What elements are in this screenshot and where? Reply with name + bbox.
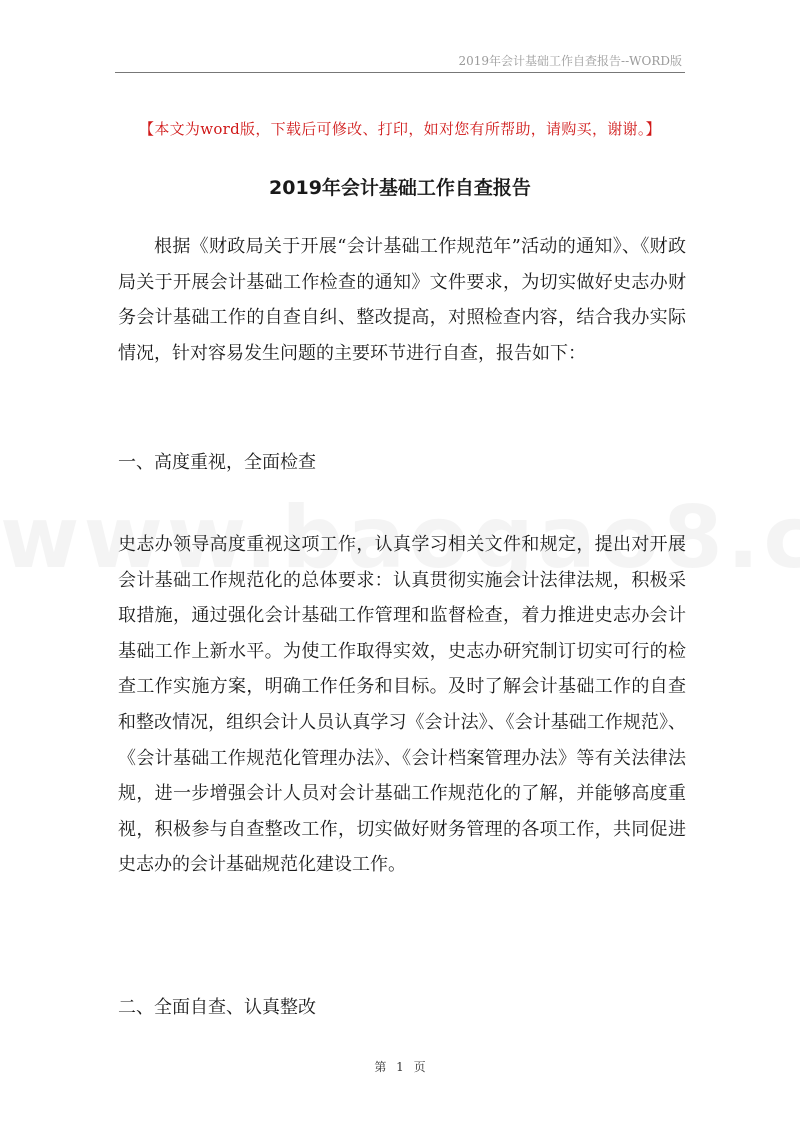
section-1-paragraph: 史志办领导高度重视这项工作，认真学习相关文件和规定，提出对开展会计基础工作规范化的总体要求：认真贯彻实施会计法律法规，积极采取措施，通过强化会计基础工作管理和监督检查，着力推进史志办会计基础工作上新水平。为使工作取得实效，史志办研究制订切实可行的检查工作实施方案，明确工作任务和目标。及时了解会计基础工作的自查和整改情况，组织会计人员认真学习《会计法》、《会计基础工作规范》、《会计基础工作规范化管理办法》、《会计档案管理办法》等有关法律法规，进一步增强会计人员对会计基础工作规范化的了解，并能够高度重视，积极参与自查整改工作，切实做好财务管理的各项工作，共同促进史志办的会计基础规范化建设工作。 (118, 534, 686, 876)
word-version-notice: 【本文为word版，下载后可修改、打印，如对您有所帮助，请购买，谢谢。】 (139, 120, 661, 138)
footer-prefix: 第 (374, 1060, 387, 1074)
page-number: 1 (396, 1060, 404, 1074)
section-1-heading: 一、高度重视，全面检查 (118, 452, 316, 473)
header-divider (115, 72, 685, 73)
running-header: 2019年会计基础工作自查报告--WORD版 (458, 54, 682, 68)
document-title: 2019年会计基础工作自查报告 (269, 177, 531, 199)
page-footer (0, 1058, 800, 1075)
intro-paragraph: 根据《财政局关于开展“会计基础工作规范年”活动的通知》、《财政局关于开展会计基础工作检查的通知》文件要求，为切实做好史志办财务会计基础工作的自查自纠、整改提高，对照检查内容，结合我办实际情况，针对容易发生问题的主要环节进行自查，报告如下： (118, 236, 686, 364)
footer-suffix: 页 (413, 1060, 426, 1074)
section-2-heading: 二、全面自查、认真整改 (118, 997, 316, 1018)
